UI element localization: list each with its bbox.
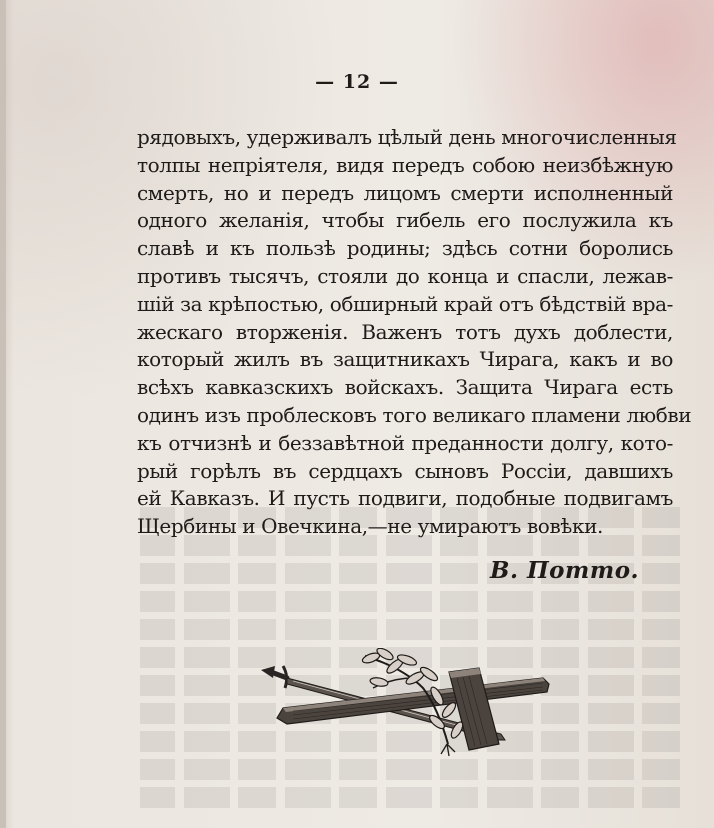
- page-binding-edge: [0, 0, 6, 828]
- page-number: — 12 —: [315, 71, 399, 93]
- cross-sword-branch-emblem: [253, 648, 563, 758]
- text-line: толпы непріятеля, видя передъ собою неизбѣжную: [137, 152, 673, 177]
- body-text: [137, 124, 692, 541]
- text-line: одного желанія, чтобы гибель его послужила къ: [137, 208, 673, 233]
- text-line: рый горѣлъ въ сердцахъ сыновъ Россіи, давшихъ: [137, 458, 673, 483]
- text-line: смерть, но и передъ лицомъ смерти исполненный: [137, 180, 673, 205]
- text-line: рядовыхъ, удерживалъ цѣлый день многочисленныя: [137, 125, 677, 149]
- text-line: ей Кавказъ. И пусть подвиги, подобные подвигамъ: [137, 486, 673, 511]
- text-line: противъ тысячъ, стояли до конца и спасли, лежав-: [137, 263, 673, 288]
- author-signature: В. Потто.: [490, 557, 640, 584]
- text-line: жескаго вторженія. Важенъ тотъ духъ доблести,: [137, 319, 673, 344]
- text-line: шій за крѣпостью, обширный край отъ бѣдствій вра-: [137, 291, 673, 316]
- text-line: Щербины и Овечкина,—не умираютъ вовѣки.: [137, 514, 603, 539]
- text-line: который жилъ въ защитникахъ Чирага, какъ и во: [137, 347, 673, 372]
- text-line: славѣ и къ пользѣ родины; здѣсь сотни боролись: [137, 236, 673, 261]
- text-line: одинъ изъ проблесковъ того великаго пламени любви: [137, 402, 692, 427]
- text-line: всѣхъ кавказскихъ войскахъ. Защита Чирага есть: [137, 375, 673, 400]
- text-line: къ отчизнѣ и беззавѣтной преданности долгу, кото-: [137, 430, 673, 455]
